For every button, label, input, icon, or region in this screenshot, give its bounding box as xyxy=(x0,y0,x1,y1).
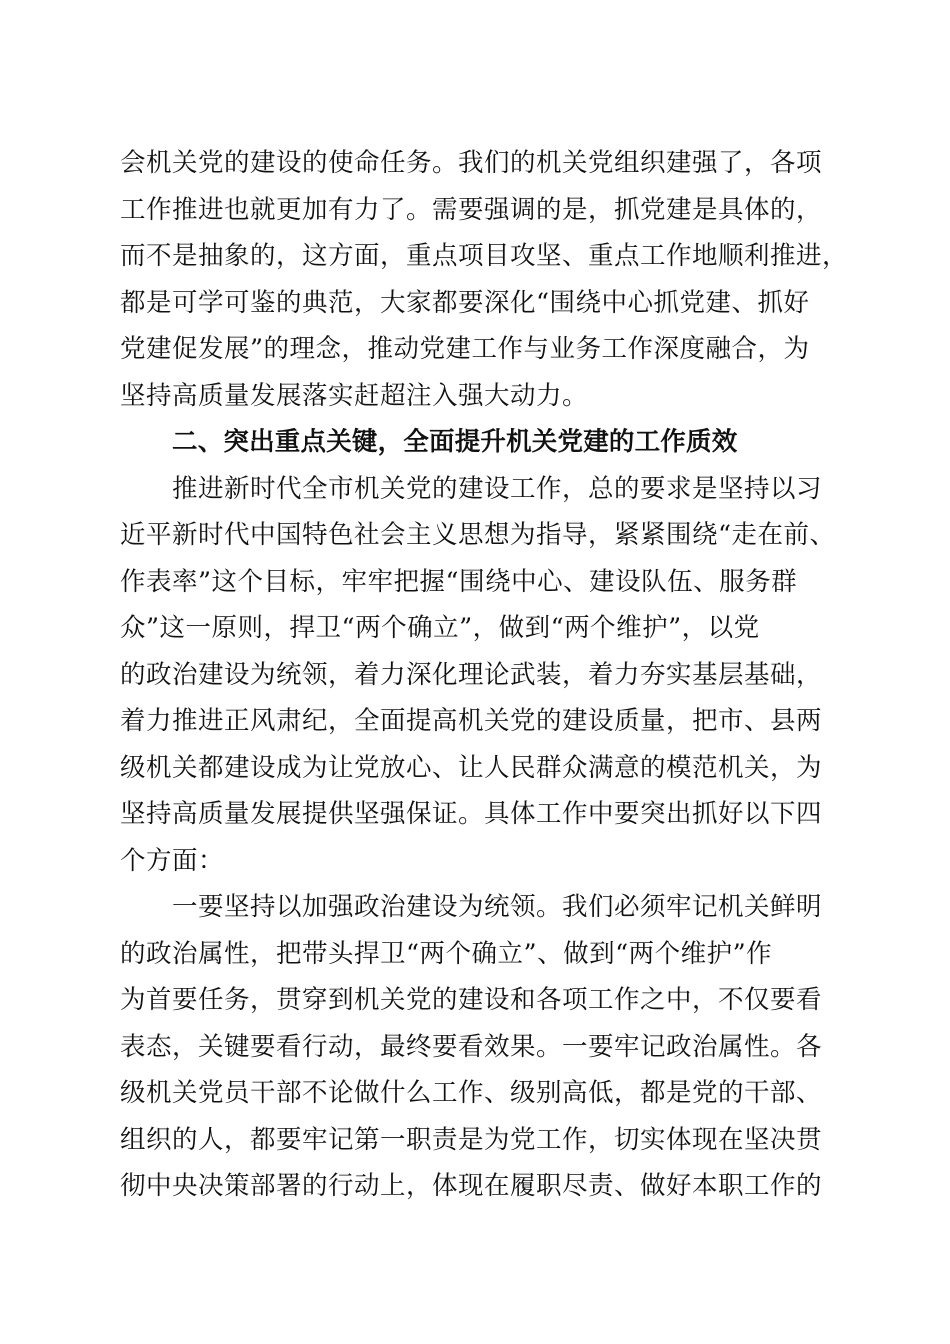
text-line: 工作推进也就更加有力了。需要强调的是，抓党建是具体的， xyxy=(120,194,823,225)
text-line: 的政治建设为统领，着力深化理论武装，着力夯实基层基础， xyxy=(120,659,823,690)
text-line: 近平新时代中国特色社会主义思想为指导，紧紧围绕“走在前、 xyxy=(120,520,836,550)
text-line: 众”这一原则，捍卫“两个确立”，做到“两个维护”，以党 xyxy=(120,613,760,643)
text-line: 而不是抽象的，这方面，重点项目攻坚、重点工作地顺利推进， xyxy=(120,241,849,271)
text-line: 的政治属性，把带头捍卫“两个确立”、做到“两个维护”作 xyxy=(120,938,773,969)
text-line: 会机关党的建设的使命任务。我们的机关党组织建强了，各项 xyxy=(120,148,823,178)
text-line: 作表率”这个目标，牢牢把握“围绕中心、建设队伍、服务群 xyxy=(120,566,798,597)
text-line: 彻中央决策部署的行动上，体现在履职尽责、做好本职工作的 xyxy=(120,1171,823,1201)
text-line: 党建促发展”的理念，推动党建工作与业务工作深度融合，为 xyxy=(120,334,810,364)
text-line: 表态，关键要看行动，最终要看效果。一要牢记政治属性。各 xyxy=(120,1031,823,1062)
text-line: 坚持高质量发展提供坚强保证。具体工作中要突出抓好以下四 xyxy=(120,799,823,829)
text-line: 推进新时代全市机关党的建设工作，总的要求是坚持以习 xyxy=(172,473,823,504)
text-line: 坚持高质量发展落实赶超注入强大动力。 xyxy=(120,380,589,411)
text-line: 都是可学可鉴的典范，大家都要深化“围绕中心抓党建、抓好 xyxy=(120,287,810,318)
text-line: 一要坚持以加强政治建设为统领。我们必须牢记机关鲜明 xyxy=(172,892,823,922)
text-line: 着力推进正风肃纪，全面提高机关党的建设质量，把市、县两 xyxy=(120,706,823,736)
section-heading: 二、突出重点关键，全面提升机关党建的工作质效 xyxy=(172,427,738,457)
text-line: 为首要任务，贯穿到机关党的建设和各项工作之中，不仅要看 xyxy=(120,985,823,1015)
text-line: 组织的人，都要牢记第一职责是为党工作，切实体现在坚决贯 xyxy=(120,1124,823,1155)
text-line: 级机关都建设成为让党放心、让人民群众满意的模范机关，为 xyxy=(120,752,823,783)
document-body xyxy=(120,140,849,1210)
text-line: 级机关党员干部不论做什么工作、级别高低，都是党的干部、 xyxy=(120,1078,823,1108)
text-line: 个方面： xyxy=(120,845,225,876)
